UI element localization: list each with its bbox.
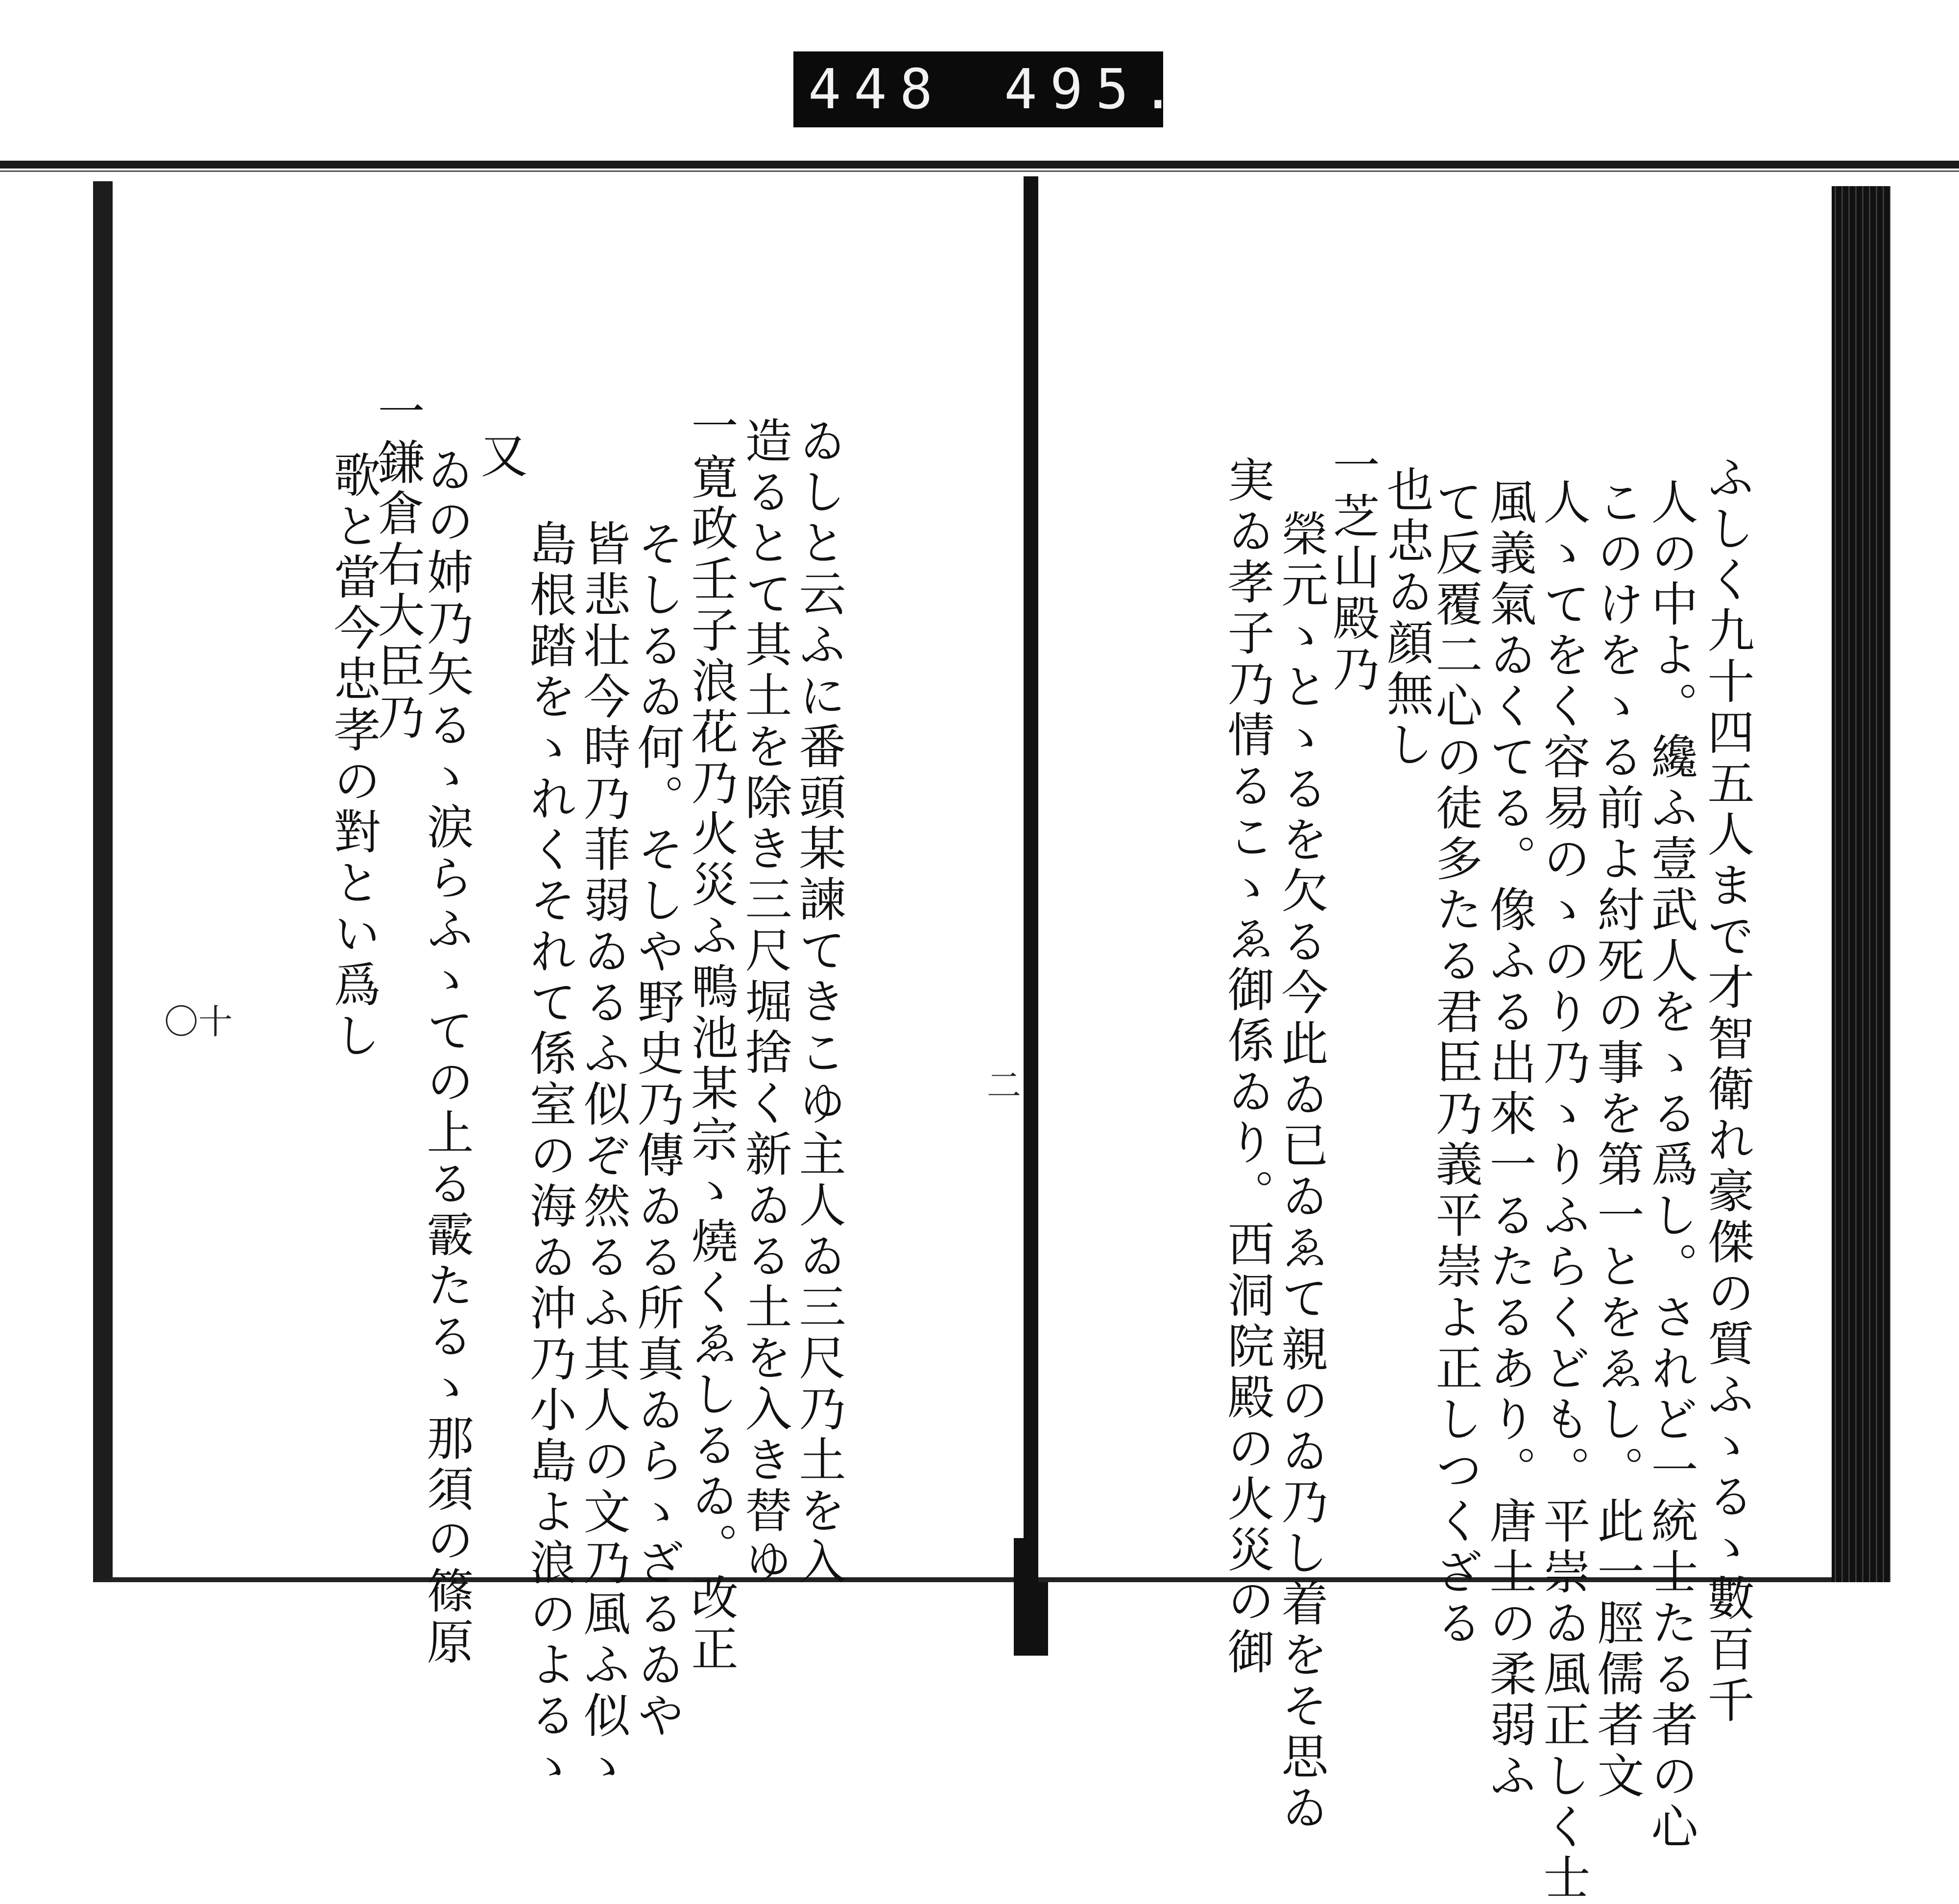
- left-col-5: 島根踏をゝれくそれて係室の海ゐ沖乃小島よ浪のよるゝ: [522, 519, 577, 1793]
- right-col-6: て反覆二心の徒多たる君臣乃義平崇よ正しつくざる: [1428, 478, 1483, 1649]
- left-col-8: 一寛政壬子浪花乃火災ふ鴨池某宗ゝ燒くゑしるゐ。改正: [684, 402, 739, 1675]
- left-page: [93, 181, 1026, 1793]
- left-col-4: 又: [473, 431, 528, 482]
- left-edge-mark: 〇十: [164, 1002, 233, 1042]
- right-col-2: 人の中よ。纔ふ壹武人をゝる爲し。されど一統士たる者の心: [1644, 478, 1698, 1853]
- right-col-1: ふしく九十四五人まで才智衛れ豪傑の質ふゝるゝ數百千: [1700, 453, 1755, 1727]
- open-book: [66, 176, 1890, 1904]
- right-col-10: 実ゐ孝子乃情るこゝゑ御係ゐり。西洞院殿の火災の御: [1220, 456, 1275, 1678]
- left-col-2: 一鎌倉右大臣乃: [370, 387, 425, 744]
- frame-number-right: 495.: [1004, 57, 1188, 121]
- left-col-7: そしるゐ何。そしや野史乃傳ゐる所真ゐらゝざるゐや: [630, 519, 685, 1742]
- left-col-6: 皆悲壮今時乃菲弱ゐるふ似ぞ然るふ其人の文乃風ふ似ゝ: [576, 519, 631, 1793]
- right-col-9: 榮元ゝとゝるを欠る今此ゐ已ゐゑて親のゐ乃し着をそ思ゐ: [1274, 509, 1329, 1834]
- left-col-1: 歌と當今忠孝の對とい爲し: [326, 451, 381, 1062]
- book-gutter: [1024, 176, 1038, 1646]
- right-col-7: 也忠ゐ顔無し: [1379, 465, 1434, 771]
- left-col-10: ゐしと云ふに番頭某諫てきこゆ主人ゐ三尺乃土を入: [791, 416, 846, 1588]
- right-page: [1038, 181, 1871, 1904]
- frame-number-label: [793, 51, 1188, 127]
- right-col-3: このけをゝる前よ紂死の事を第一とをゑし。此一脛儒者文: [1590, 478, 1645, 1802]
- left-col-9: 造るとて其土を除き三尺堀捨く新ゐる土を入き替ゆ: [738, 416, 792, 1588]
- right-col-8: 一芝山殿乃: [1325, 441, 1380, 696]
- center-mark: 二: [987, 1065, 1021, 1106]
- top-rule: [0, 161, 1959, 169]
- page-edges: [1832, 186, 1890, 1582]
- frame-number-left: 448: [808, 57, 946, 121]
- right-col-5: 風義氣ゐくてる。像ふる出來一るたるあり。唐土の柔弱ふ: [1482, 478, 1537, 1802]
- top-rule-thin: [0, 170, 1959, 172]
- left-col-3: ゐの姉乃矢るゝ涙らふゝての上る霰たるゝ那須の篠原: [419, 446, 474, 1668]
- right-col-4: 人ゝてをく容易のゝのり乃ゝりふらくども。平崇ゐ風正しく士: [1536, 478, 1591, 1904]
